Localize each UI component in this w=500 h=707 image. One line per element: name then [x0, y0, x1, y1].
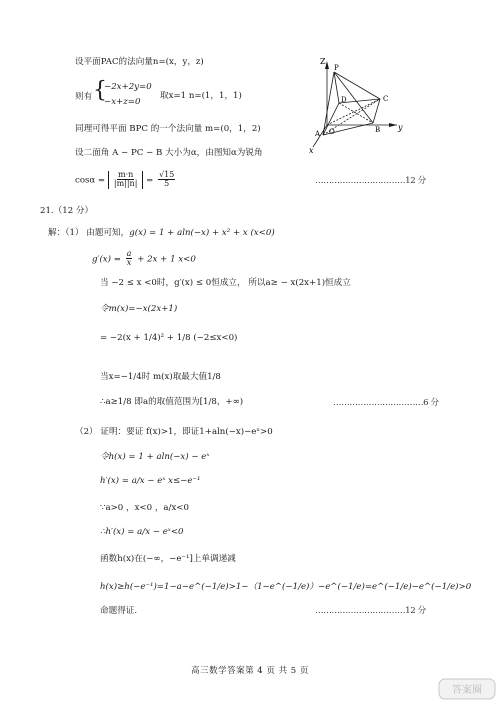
- condition-line: 当 −2 ≤ x <0时，g′(x) ≤ 0恒成立， 所以a≥ − x(2x+1)恒成立: [100, 278, 351, 288]
- cos-formula: cosα = $\frac{m\cdot n}{|m||n|}$ = $\frac{√15}{5}$: [75, 170, 175, 189]
- part2-intro: （2） 证明：要证 f(x)>1，即证1+aln(−x)−eˣ>0: [75, 427, 273, 437]
- label-y: y: [398, 123, 403, 132]
- system-eq1: −2x+2y=0: [104, 82, 152, 92]
- label-c: C: [383, 95, 389, 103]
- system-eq2: −x+z=0: [104, 97, 141, 107]
- watermark-text: 答案圈: [452, 685, 482, 696]
- cos-value: $\frac{√15}{5}$: [159, 170, 175, 189]
- label-p: P: [334, 64, 339, 72]
- decreasing-line: 函数h(x)在(−∞，−e⁻¹]上单调递减: [100, 554, 236, 564]
- normal-vector-bpc-line: 同理可得平面 BPC 的一个法向量 m=(0，1，2): [75, 124, 261, 134]
- label-z: Z: [320, 57, 326, 66]
- cos-lhs: cosα =: [75, 175, 106, 186]
- page-footer: 高三数学答案第 4 页 共 5 页: [191, 666, 309, 676]
- system-brace: {: [93, 78, 107, 103]
- since-line: ∵a>0 ，x<0 ，a/x<0: [100, 503, 189, 513]
- q21-heading: 21.（12 分）: [40, 206, 94, 216]
- conclusion-line: 命题得证.: [100, 606, 138, 616]
- m-max-line: 当x=−1/4时 m(x)取最大值1/8: [100, 372, 221, 382]
- label-x: x: [309, 146, 314, 155]
- m-expansion-line: = −2(x + 1/4)² + 1/8 (−2≤x<0): [100, 333, 238, 343]
- h-prime-line: h′(x) = a/x − eˣ x≤−e⁻¹: [100, 476, 201, 486]
- part1-intro: 解：（1） 由题可知，g(x) = 1 + aln(−x) + x² + x (x<0): [48, 228, 275, 238]
- score-12-c: ……………………………12 分: [315, 606, 426, 616]
- let-h-line: 令h(x) = 1 + aln(−x) − eˣ: [100, 452, 210, 462]
- pyramid-figure: [305, 55, 415, 155]
- system-prefix: 则有: [75, 92, 93, 102]
- label-b: B: [375, 126, 381, 134]
- score-6: ……………………………6 分: [333, 398, 439, 408]
- derivative-line: g′(x) = $\frac{a}{x}$ + 2x + 1 x<0: [92, 249, 196, 268]
- so-line: ∴h′(x) = a/x − eˣ<0: [100, 527, 184, 537]
- let-m-line: 令m(x)=−x(2x+1): [100, 304, 178, 314]
- label-d: D: [341, 96, 347, 104]
- take-x-line: 取x=1 n=(1，1，1): [160, 91, 242, 101]
- label-a: A: [315, 130, 321, 138]
- watermark-logo: [438, 676, 496, 703]
- label-o: O: [329, 128, 335, 136]
- dihedral-angle-line: 设二面角 A − PC − B 大小为α，由图知α为锐角: [75, 148, 263, 158]
- score-12-a: ……………………………12 分: [315, 176, 426, 186]
- final-inequality-line: h(x)≥h(−e⁻¹)=1−a−e^(−1/e)>1−（1−e^(−1/e)）−e^(−1/e)=e^(−1/e)−e^(−1/e)>0: [100, 582, 472, 592]
- cos-fraction: $\frac{m\cdot n}{|m||n|}$: [113, 170, 138, 189]
- a-range-line: ∴a≥1/8 即a的取值范围为[1/8，+∞): [100, 397, 244, 407]
- normal-vector-pac-line: 设平面PAC的法向量n=(x，y，z): [75, 57, 204, 67]
